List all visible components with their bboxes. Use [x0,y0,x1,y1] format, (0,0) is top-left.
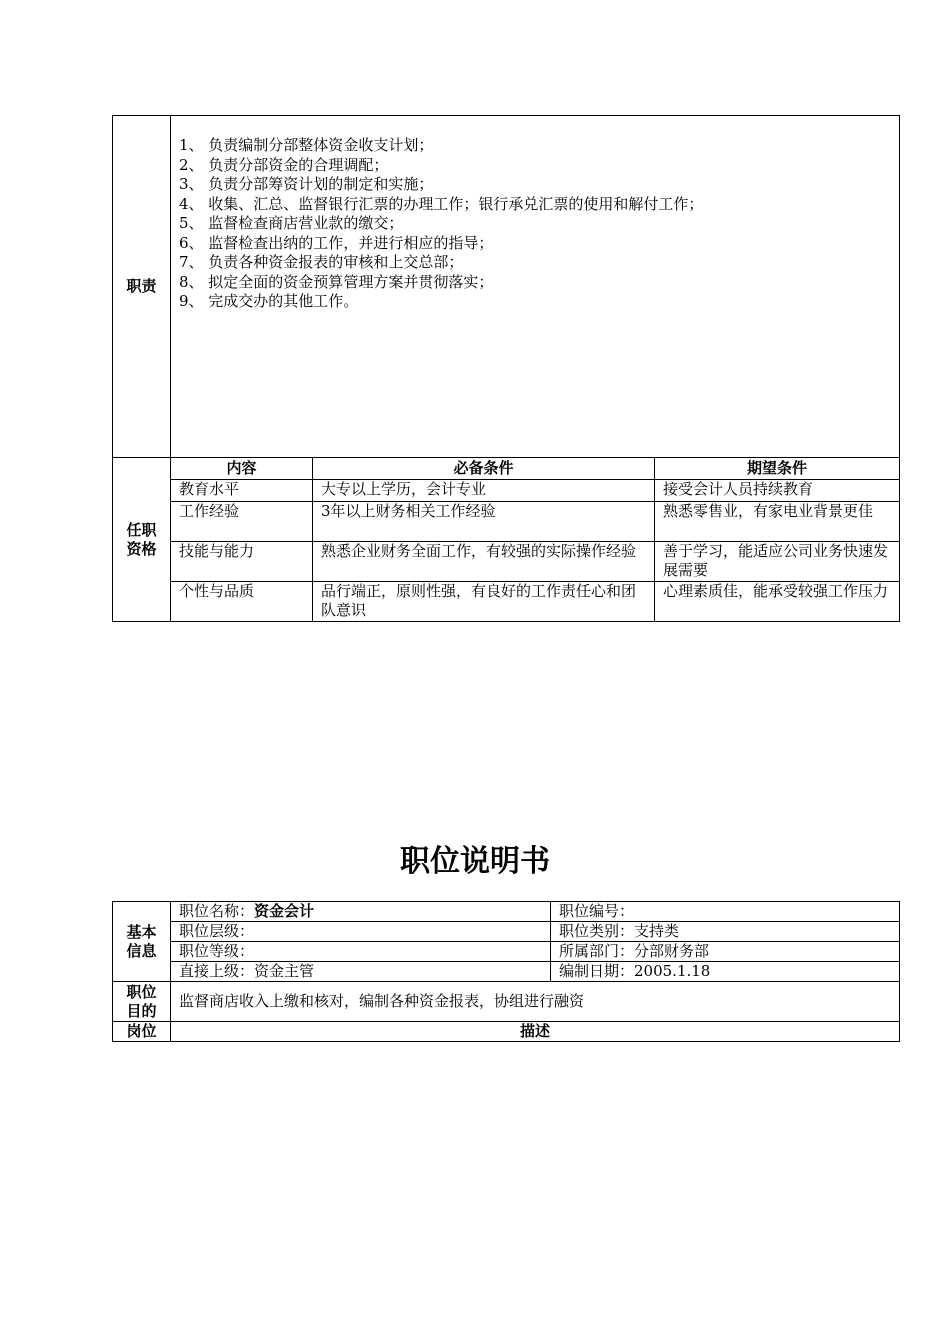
qualification-required: 3年以上财务相关工作经验 [313,502,655,542]
basic-info-label [113,902,171,982]
basic-info-label-line2: 信息 [126,941,157,960]
qualification-item: 教育水平 [171,480,313,502]
table-row [113,542,900,582]
position-name-value: 资金会计 [254,902,315,920]
duty-item: 7、 负责各种资金报表的审核和上交总部； [179,253,464,271]
position-category-cell: 职位类别：支持类 [551,922,900,942]
purpose-label [113,982,171,1022]
qualifications-label-line1: 任职 [126,520,157,539]
qualification-required: 大专以上学历，会计专业 [313,480,655,502]
post-row [113,1022,900,1042]
duty-item: 4、 收集、汇总、监督银行汇票的办理工作；银行承兑汇票的使用和解付工作； [179,194,704,213]
purpose-label-line2: 目的 [126,1001,157,1020]
duty-item: 3、 负责分部筹资计划的制定和实施； [179,175,434,193]
column-header-content: 内容 [171,458,313,480]
qualifications-header-row [113,458,900,480]
column-header-preferred: 期望条件 [655,458,900,480]
basic-info-label-line1: 基本 [126,922,157,941]
position-name-cell [171,902,551,922]
qualification-preferred: 善于学习，能适应公司业务快速发展需要 [655,542,900,582]
duty-item: 1、 负责编制分部整体资金收支计划； [179,136,434,154]
position-no-cell: 职位编号： [551,902,900,922]
table-row [113,922,900,942]
qualification-item: 工作经验 [171,502,313,542]
duty-item: 5、 监督检查商店营业款的缴交； [179,214,404,232]
duty-item: 2、 负责分部资金的合理调配； [179,155,389,174]
department-cell: 所属部门：分部财务部 [551,942,900,962]
duties-list [171,116,900,458]
duties-label: 职责 [113,116,171,458]
qualification-preferred: 接受会计人员持续教育 [655,480,900,502]
duties-qualifications-table [112,115,900,622]
post-description-header: 描述 [171,1022,900,1042]
qualification-item: 技能与能力 [171,542,313,582]
duty-item: 9、 完成交办的其他工作。 [179,292,359,310]
qualifications-label [113,458,171,622]
document-title: 职位说明书 [400,844,550,879]
qualification-required: 熟悉企业财务全面工作，有较强的实际操作经验 [313,542,655,582]
duty-item: 6、 监督检查出纳的工作，并进行相应的指导； [179,233,494,252]
position-name-label: 职位名称： [179,902,255,920]
table-row [113,502,900,542]
duty-item: 8、 拟定全面的资金预算管理方案并贯彻落实； [179,272,494,291]
position-level-cell: 职位层级： [171,922,551,942]
post-label: 岗位 [113,1022,171,1042]
table-row [113,942,900,962]
purpose-text: 监督商店收入上缴和核对，编制各种资金报表，协组进行融资 [171,982,900,1022]
qualification-preferred: 心理素质佳，能承受较强工作压力 [655,582,900,622]
purpose-label-line1: 职位 [126,982,157,1001]
position-grade-cell: 职位等级： [171,942,551,962]
table-row [113,902,900,922]
qualifications-label-line2: 资格 [126,539,157,558]
purpose-row [113,982,900,1022]
table-row [113,480,900,502]
qualification-preferred: 熟悉零售业，有家电业背景更佳 [655,502,900,542]
qualification-required: 品行端正，原则性强，有良好的工作责任心和团队意识 [313,582,655,622]
duties-row [113,116,900,458]
date-cell: 编制日期：2005.1.18 [551,962,900,982]
table-row [113,582,900,622]
column-header-required: 必备条件 [313,458,655,480]
qualification-item: 个性与品质 [171,582,313,622]
supervisor-cell: 直接上级：资金主管 [171,962,551,982]
basic-info-table [112,901,900,1042]
table-row [113,962,900,982]
